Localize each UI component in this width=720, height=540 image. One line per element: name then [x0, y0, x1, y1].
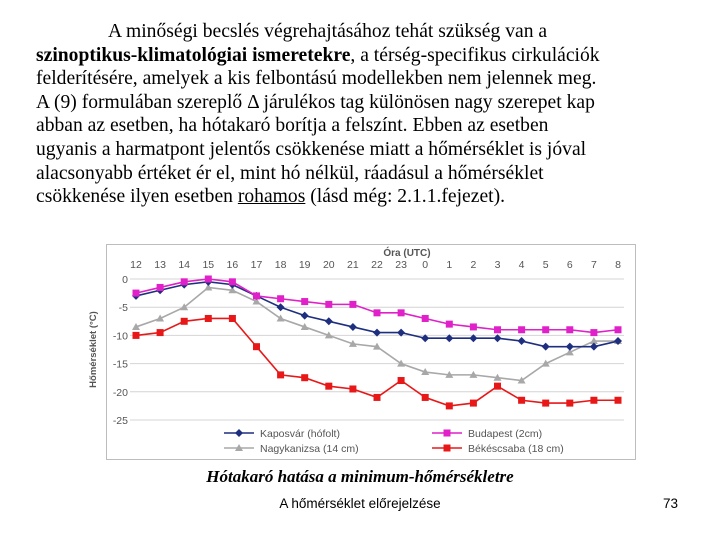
data-point: [253, 343, 260, 350]
data-point: [470, 323, 477, 330]
paragraph-line: [36, 162, 684, 186]
data-point: [518, 326, 525, 333]
paragraph-line: [36, 114, 684, 138]
underlined-word: rohamos: [237, 186, 306, 208]
paragraph-text: , a térség-specifikus cirkulációk: [350, 44, 600, 66]
x-tick-label: 14: [178, 259, 191, 271]
legend-label: Kaposvár (hófolt): [260, 428, 340, 440]
paragraph-line: [36, 67, 684, 91]
data-point: [325, 383, 332, 390]
x-tick-label: 0: [422, 259, 429, 271]
paragraph-text: (lásd még: 2.1.1.fejezet).: [305, 186, 506, 208]
chart-border: [107, 245, 636, 460]
paragraph-text: alacsonyabb értéket ér el, mint hó nélkül, ráadásul a hőmérséklet: [36, 162, 544, 184]
data-point: [566, 326, 573, 333]
figure-caption: Hótakaró hatása a minimum-hőmérsékletre: [206, 467, 514, 486]
data-point: [374, 309, 381, 316]
data-point: [542, 400, 549, 407]
data-point: [470, 400, 477, 407]
body-paragraph: [36, 20, 684, 209]
x-tick-label: 4: [518, 259, 525, 271]
y-tick-label: -15: [112, 358, 128, 371]
footer-title: A hőmérséklet előrejelzése: [279, 496, 441, 511]
data-point: [398, 377, 405, 384]
x-tick-label: 17: [250, 259, 263, 271]
chart-svg: [88, 244, 636, 460]
paragraph-text: ugyanis a harmatpont jelentős csökkenése miatt a hőmérséklet is jóval: [36, 138, 587, 160]
paragraph-line: [36, 91, 684, 115]
data-point: [590, 397, 597, 404]
data-point: [157, 284, 164, 291]
paragraph-text: abban az esetben, ha hótakaró borítja a felszínt. Ebben az esetben: [36, 115, 549, 137]
data-point: [277, 371, 284, 378]
y-tick-label: -25: [112, 415, 128, 427]
x-tick-label: 23: [395, 259, 407, 271]
paragraph-text: A (9) formulában szereplő Δ járulékos tag különösen nagy szerepet kap: [36, 91, 595, 113]
legend-label: Nagykanizsa (14 cm): [260, 443, 359, 455]
x-tick-label: 12: [130, 259, 142, 271]
x-tick-label: 3: [494, 259, 501, 271]
data-point: [446, 402, 453, 409]
data-point: [229, 278, 236, 285]
data-point: [253, 292, 260, 299]
x-tick-label: 5: [542, 259, 549, 271]
bold-term: szinoptikus-klimatológiai ismeretekre: [36, 44, 351, 66]
data-point: [494, 383, 501, 390]
y-tick-label: -20: [112, 386, 128, 399]
legend-label: Békéscsaba (18 cm): [468, 443, 564, 455]
data-point: [277, 295, 284, 302]
data-point: [205, 276, 212, 283]
data-point: [181, 318, 188, 325]
data-point: [566, 400, 573, 407]
x-tick-label: 15: [202, 259, 215, 271]
data-point: [133, 290, 140, 297]
x-axis-title: Óra (UTC): [383, 248, 431, 259]
x-tick-label: 8: [615, 259, 621, 271]
x-tick-label: 19: [298, 259, 311, 271]
data-point: [615, 397, 622, 404]
data-point: [157, 329, 164, 336]
x-tick-label: 21: [347, 259, 359, 271]
paragraph-line: [36, 138, 684, 162]
data-point: [374, 394, 381, 401]
data-point: [349, 301, 356, 308]
x-tick-label: 7: [590, 259, 597, 271]
data-point: [229, 315, 236, 322]
x-tick-label: 22: [371, 259, 383, 271]
x-tick-label: 1: [446, 259, 453, 271]
x-tick-label: 6: [566, 259, 573, 271]
data-point: [205, 315, 212, 322]
data-point: [590, 329, 597, 336]
paragraph-line: [36, 20, 684, 44]
paragraph-line: [36, 44, 684, 68]
data-point: [181, 278, 188, 285]
paragraph-text: A minőségi becslés végrehajtásához tehát szükség van a: [108, 21, 548, 42]
x-tick-label: 13: [154, 259, 166, 271]
data-point: [398, 309, 405, 316]
x-tick-label: 18: [274, 259, 287, 271]
data-point: [325, 301, 332, 308]
paragraph-line: [36, 185, 684, 209]
legend-marker: [444, 430, 451, 437]
data-point: [133, 332, 140, 339]
data-point: [301, 374, 308, 381]
data-point: [542, 326, 549, 333]
data-point: [494, 326, 501, 333]
y-tick-label: -10: [112, 330, 128, 343]
data-point: [301, 298, 308, 305]
page-number: 73: [662, 496, 678, 511]
legend-marker: [444, 445, 451, 452]
x-tick-label: 2: [470, 259, 477, 271]
data-point: [422, 315, 429, 322]
data-point: [446, 321, 453, 328]
x-tick-label: 20: [322, 259, 335, 271]
y-axis-title: Hőmérséklet (°C): [88, 311, 99, 388]
y-tick-label: 0: [122, 274, 128, 286]
y-tick-label: -5: [118, 302, 128, 315]
data-point: [518, 397, 525, 404]
paragraph-text: felderítésére, amelyek a kis felbontású modellekben nem jelennek meg.: [36, 68, 597, 90]
data-point: [349, 385, 356, 392]
x-tick-label: 16: [226, 259, 239, 271]
data-point: [615, 326, 622, 333]
legend-label: Budapest (2cm): [468, 428, 543, 440]
data-point: [422, 394, 429, 401]
temperature-chart: [88, 244, 636, 460]
paragraph-text: csökkenése ilyen esetben: [36, 186, 238, 208]
